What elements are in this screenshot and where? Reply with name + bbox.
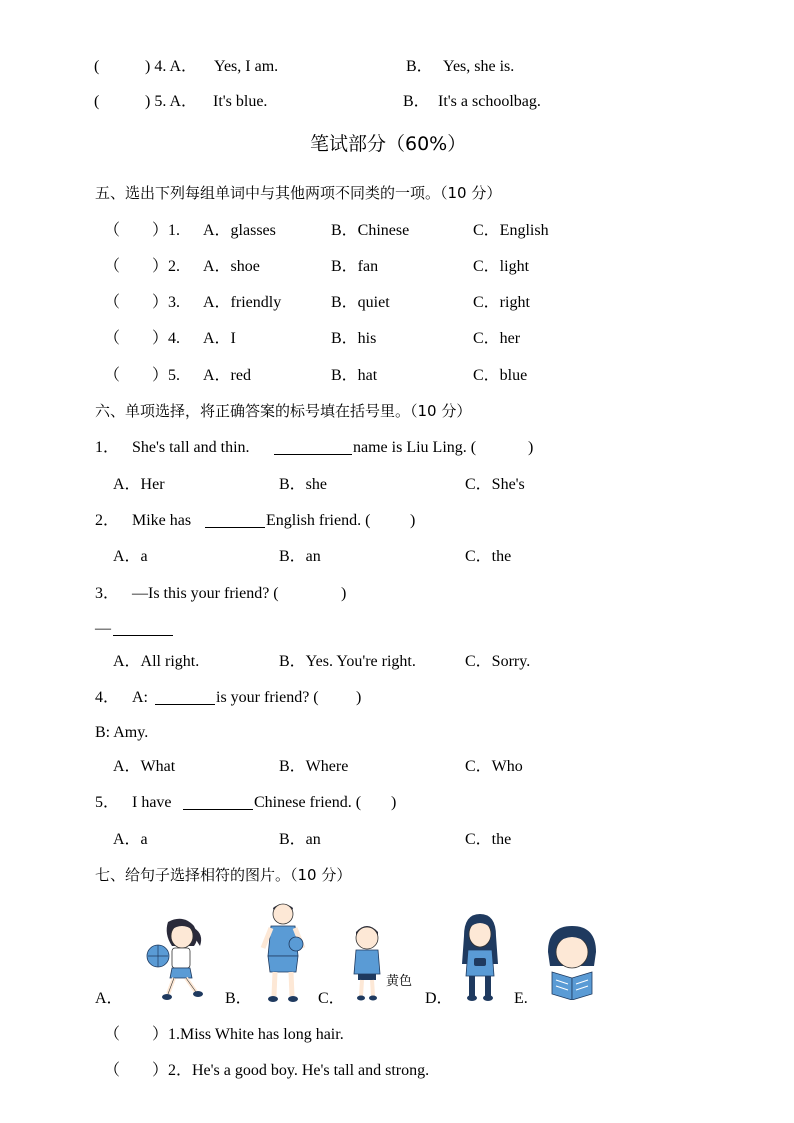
option-b-label: B． — [406, 58, 433, 75]
option-b: It's a schoolbag. — [438, 93, 541, 110]
answer-blank — [155, 690, 215, 705]
picture-b-tall-boy — [258, 900, 308, 1004]
section7-q2-paren: （ — [104, 1062, 121, 1079]
section7-q2-text: ）2．He's a good boy. He's tall and strong. — [152, 1062, 430, 1079]
answer-blank — [113, 621, 173, 636]
picture-label-d: D． — [425, 990, 453, 1007]
answer-blank — [183, 795, 253, 810]
section5-title: 五、选出下列每组单词中与其他两项不同类的一项。（10 分） — [95, 184, 502, 202]
picture-label-e: E. — [514, 990, 528, 1007]
answer-blank — [205, 513, 265, 528]
picture-a-girl-basketball — [138, 912, 210, 1004]
written-part-title: 笔试部分（60%） — [310, 133, 467, 155]
section7-q1-paren: （ — [104, 1026, 121, 1043]
option-a: Yes, I am. — [214, 58, 279, 75]
picture-label-a: A． — [95, 990, 123, 1007]
picture-label-b: B． — [225, 990, 252, 1007]
section7-q1-text: ）1.Miss White has long hair. — [152, 1026, 344, 1043]
option-a: It's blue. — [213, 93, 268, 110]
paren-open: ( — [94, 58, 100, 75]
question-number: ) 4. A． — [145, 58, 198, 75]
section7-title: 七、给句子选择相符的图片。（10 分） — [95, 866, 352, 884]
color-tag: 黄色 — [386, 974, 413, 989]
picture-d-long-hair-girl — [458, 912, 502, 1002]
option-b-label: B． — [403, 93, 430, 110]
paren-open: ( — [94, 93, 100, 110]
option-b: Yes, she is. — [443, 58, 515, 75]
answer-blank — [274, 440, 352, 455]
question-number: ) 5. A． — [145, 93, 198, 110]
section6-title: 六、单项选择，将正确答案的标号填在括号里。（10 分） — [95, 402, 472, 420]
picture-label-c: C． — [318, 990, 345, 1007]
picture-c-small-boy — [348, 920, 386, 1002]
picture-e-reading-girl — [542, 924, 602, 1000]
